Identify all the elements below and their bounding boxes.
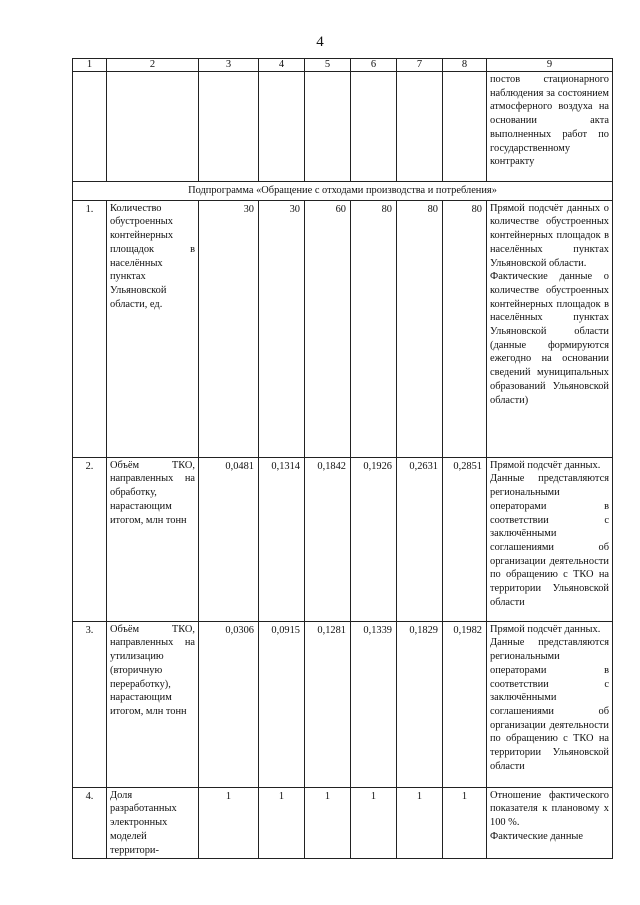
value-cell: 30 xyxy=(259,200,305,457)
value-cell: 0,1281 xyxy=(305,621,351,787)
value-cell: 1 xyxy=(443,787,487,859)
method-cell xyxy=(487,200,613,457)
value-cell: 30 xyxy=(199,200,259,457)
column-number: 2 xyxy=(107,59,199,72)
page-number: 4 xyxy=(316,34,324,50)
value-cell: 80 xyxy=(443,200,487,457)
indicator-name: Объём ТКО, направленных на обработку, нарастающим итогом, млн тонн xyxy=(107,457,199,621)
column-number: 5 xyxy=(305,59,351,72)
table-row xyxy=(73,787,613,859)
value-cell: 0,1339 xyxy=(351,621,397,787)
indicator-name: Доля разработанных электронных моделей территори- xyxy=(107,787,199,859)
column-number: 4 xyxy=(259,59,305,72)
value-cell: 0,1842 xyxy=(305,457,351,621)
column-number: 8 xyxy=(443,59,487,72)
value-cell: 0,1314 xyxy=(259,457,305,621)
value-cell: 1 xyxy=(259,787,305,859)
value-cell: 60 xyxy=(305,200,351,457)
value-cell: 1 xyxy=(351,787,397,859)
method-paragraph: Фактические данные о количестве обустроенных контейнерных площадок в населённых пунктах Ульяновской области (данные формируются ежегодно на основании сведений муниципальных образований Ульяновской области) xyxy=(490,271,609,406)
method-paragraph: Данные представляются региональными операторами в соответствии с заключёнными соглашениями об организации деятельности по обращению с ТКО на территории Ульяновской области xyxy=(490,637,609,772)
continuation-row xyxy=(73,72,613,182)
method-paragraph: Прямой подсчёт данных о количестве обустроенных контейнерных площадок в населённых пунктах Ульяновской области. xyxy=(490,202,609,269)
row-number: 1. xyxy=(73,200,107,457)
value-cell: 0,0481 xyxy=(199,457,259,621)
value-cell: 1 xyxy=(199,787,259,859)
table-row xyxy=(73,621,613,787)
indicator-name: Объём ТКО, направленных на утилизацию (вторичную переработку), нарастающим итогом, млн тонн xyxy=(107,621,199,787)
value-cell: 0,0306 xyxy=(199,621,259,787)
subprogram-row xyxy=(73,182,613,201)
method-cell xyxy=(487,457,613,621)
value-cell: 0,1926 xyxy=(351,457,397,621)
column-number: 6 xyxy=(351,59,397,72)
row-number: 3. xyxy=(73,621,107,787)
row-number: 2. xyxy=(73,457,107,621)
value-cell: 1 xyxy=(305,787,351,859)
method-paragraph: Данные представляются региональными операторами в соответствии с заключёнными соглашениями об организации деятельности по обращению с ТКО на территории Ульяновской области xyxy=(490,473,609,608)
method-paragraph: Отношение фактического показателя к плановому х 100 %. xyxy=(490,789,609,829)
method-paragraph: Фактические данные xyxy=(490,830,583,842)
value-cell: 0,1829 xyxy=(397,621,443,787)
method-paragraph: Прямой подсчёт данных. xyxy=(490,623,601,635)
value-cell: 0,0915 xyxy=(259,621,305,787)
column-number: 7 xyxy=(397,59,443,72)
value-cell: 80 xyxy=(397,200,443,457)
method-paragraph: Прямой подсчёт данных. xyxy=(490,459,601,471)
table-row xyxy=(73,457,613,621)
indicators-table xyxy=(72,58,613,859)
value-cell: 80 xyxy=(351,200,397,457)
continuation-text: постов стационарного наблюдения за состоянием атмосферного воздуха на основании акта выполненных работ по государственному контракту xyxy=(487,72,613,182)
indicator-name: Количество обустроенных контейнерных площадок в населённых пунктах Ульяновской области, ед. xyxy=(107,200,199,457)
column-numbers-row xyxy=(73,59,613,72)
method-cell xyxy=(487,787,613,859)
column-number: 1 xyxy=(73,59,107,72)
method-cell xyxy=(487,621,613,787)
value-cell: 0,1982 xyxy=(443,621,487,787)
value-cell: 1 xyxy=(397,787,443,859)
value-cell: 0,2851 xyxy=(443,457,487,621)
subprogram-title: Подпрограмма «Обращение с отходами производства и потребления» xyxy=(73,182,613,201)
column-number: 3 xyxy=(199,59,259,72)
value-cell: 0,2631 xyxy=(397,457,443,621)
row-number: 4. xyxy=(73,787,107,859)
column-number: 9 xyxy=(487,59,613,72)
table-row xyxy=(73,200,613,457)
